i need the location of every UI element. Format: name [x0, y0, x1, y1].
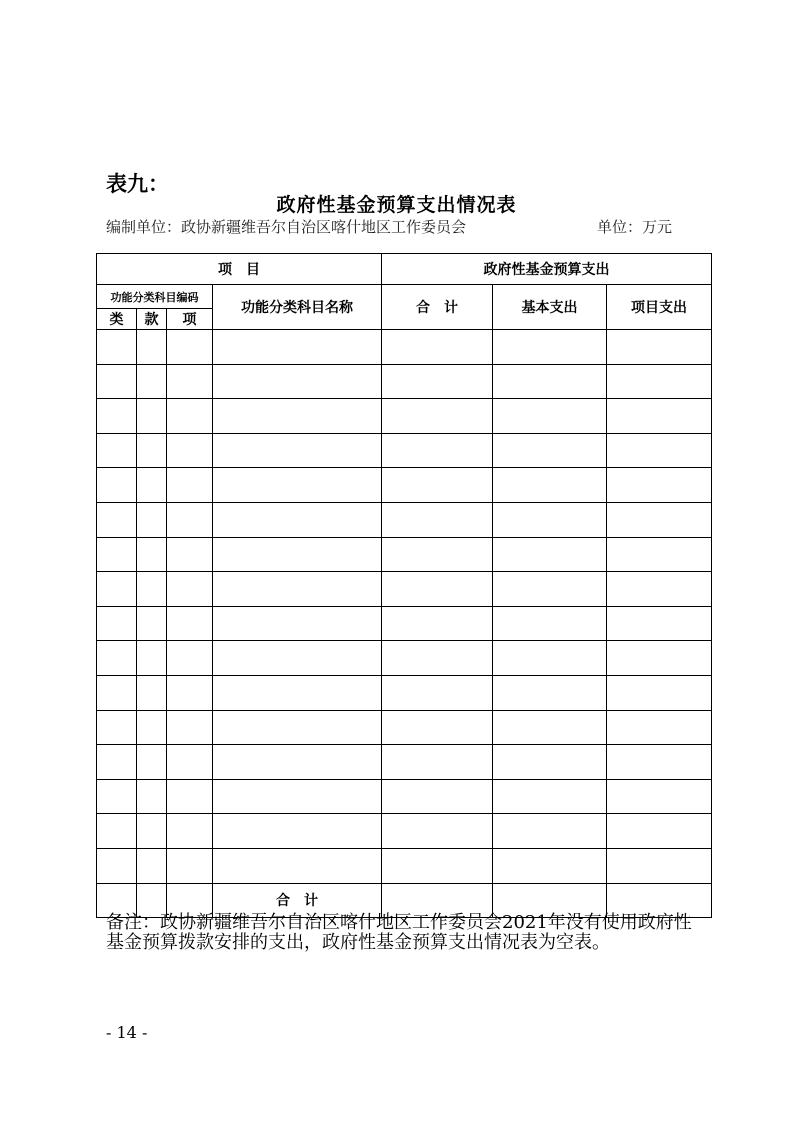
budget-table	[96, 253, 712, 918]
table-cell	[493, 710, 607, 745]
table-cell	[137, 745, 167, 780]
table-cell	[97, 364, 137, 399]
header-section: 款	[137, 309, 167, 330]
table-cell	[137, 572, 167, 607]
table-cell	[137, 364, 167, 399]
total-label: 合 计	[213, 883, 382, 917]
table-cell	[607, 502, 712, 537]
table-cell	[493, 745, 607, 780]
table-cell	[167, 468, 213, 503]
table-row	[97, 330, 712, 365]
header-row-1	[97, 254, 712, 285]
table-cell	[167, 814, 213, 849]
currency-unit: 单位：万元	[597, 218, 673, 236]
table-cell	[493, 606, 607, 641]
table-row	[97, 675, 712, 710]
table-row	[97, 814, 712, 849]
table-cell	[493, 814, 607, 849]
table-cell	[213, 537, 382, 572]
table-cell	[137, 848, 167, 883]
table-cell	[137, 675, 167, 710]
table-cell	[213, 848, 382, 883]
table-cell	[493, 433, 607, 468]
table-cell	[607, 710, 712, 745]
table-cell	[213, 779, 382, 814]
remark-note: 备注：政协新疆维吾尔自治区喀什地区工作委员会2021年没有使用政府性基金预算拨款安排的支出，政府性基金预算支出情况表为空表。	[106, 912, 692, 953]
table-cell	[607, 433, 712, 468]
table-cell	[97, 330, 137, 365]
table-cell	[97, 710, 137, 745]
table-cell	[607, 330, 712, 365]
table-cell	[493, 330, 607, 365]
table-row	[97, 572, 712, 607]
table-row	[97, 641, 712, 676]
table-cell	[213, 330, 382, 365]
table-cell	[493, 364, 607, 399]
table-cell	[213, 641, 382, 676]
table-cell	[213, 399, 382, 434]
table-cell	[213, 572, 382, 607]
table-cell	[213, 606, 382, 641]
table-cell	[167, 641, 213, 676]
header-budget-expenditure: 政府性基金预算支出	[382, 254, 712, 285]
header-item: 项 目	[97, 254, 382, 285]
table-cell	[137, 537, 167, 572]
table-cell	[493, 399, 607, 434]
table-cell	[213, 468, 382, 503]
table-cell	[167, 606, 213, 641]
table-row	[97, 364, 712, 399]
table-row	[97, 606, 712, 641]
table-cell	[97, 502, 137, 537]
table-cell	[607, 675, 712, 710]
table-cell	[167, 433, 213, 468]
table-cell	[167, 502, 213, 537]
table-cell	[167, 848, 213, 883]
table-cell	[382, 606, 493, 641]
table-cell	[97, 641, 137, 676]
table-cell	[137, 641, 167, 676]
table-cell	[607, 779, 712, 814]
page-number: - 14 -	[106, 1023, 148, 1042]
header-row-2	[97, 285, 712, 309]
table-cell	[382, 502, 493, 537]
table-cell	[167, 572, 213, 607]
table-cell	[167, 364, 213, 399]
table-cell	[97, 745, 137, 780]
table-cell	[213, 675, 382, 710]
table-cell	[137, 433, 167, 468]
table-cell	[97, 468, 137, 503]
table-cell	[607, 468, 712, 503]
table-cell	[382, 848, 493, 883]
header-function-name: 功能分类科目名称	[213, 285, 382, 330]
table-cell	[97, 572, 137, 607]
table-cell	[493, 468, 607, 503]
table-cell	[97, 606, 137, 641]
table-cell	[607, 364, 712, 399]
table-cell	[167, 710, 213, 745]
table-row	[97, 433, 712, 468]
table-cell	[382, 537, 493, 572]
table-cell	[382, 814, 493, 849]
table-cell	[382, 399, 493, 434]
table-cell	[137, 779, 167, 814]
header-total: 合 计	[382, 285, 493, 330]
table-cell	[493, 502, 607, 537]
table-cell	[607, 745, 712, 780]
table-cell	[607, 641, 712, 676]
table-cell	[167, 537, 213, 572]
table-cell	[382, 710, 493, 745]
table-cell	[97, 848, 137, 883]
table-cell	[97, 399, 137, 434]
table-cell	[607, 537, 712, 572]
table-cell	[167, 779, 213, 814]
table-cell	[97, 779, 137, 814]
table-cell	[607, 814, 712, 849]
table-cell	[137, 468, 167, 503]
header-project-expenditure: 项目支出	[607, 285, 712, 330]
table-cell	[382, 641, 493, 676]
table-row	[97, 779, 712, 814]
table-cell	[382, 468, 493, 503]
table-cell	[607, 572, 712, 607]
header-basic-expenditure: 基本支出	[493, 285, 607, 330]
table-cell	[607, 848, 712, 883]
table-cell	[97, 675, 137, 710]
compiling-unit: 编制单位：政协新疆维吾尔自治区喀什地区工作委员会	[106, 218, 467, 236]
table-row	[97, 745, 712, 780]
table-cell	[167, 745, 213, 780]
table-cell	[137, 502, 167, 537]
table-row	[97, 399, 712, 434]
table-cell	[382, 433, 493, 468]
table-cell	[493, 572, 607, 607]
table-cell	[213, 502, 382, 537]
table-cell	[493, 675, 607, 710]
table-cell	[213, 364, 382, 399]
table-cell	[382, 330, 493, 365]
document-title: 政府性基金预算支出情况表	[276, 194, 517, 216]
table-cell	[493, 537, 607, 572]
table-row	[97, 537, 712, 572]
table-cell	[167, 675, 213, 710]
table-cell	[213, 745, 382, 780]
table-cell	[167, 399, 213, 434]
table-cell	[213, 814, 382, 849]
header-function-code: 功能分类科目编码	[97, 285, 213, 309]
table-cell	[382, 779, 493, 814]
table-cell	[137, 330, 167, 365]
table-label: 表九：	[106, 171, 169, 196]
table-row	[97, 710, 712, 745]
table-cell	[213, 433, 382, 468]
header-class: 类	[97, 309, 137, 330]
table-cell	[97, 433, 137, 468]
table-cell	[493, 848, 607, 883]
table-cell	[493, 641, 607, 676]
table-cell	[137, 814, 167, 849]
table-cell	[137, 399, 167, 434]
table-cell	[137, 710, 167, 745]
table-cell	[493, 779, 607, 814]
table-row	[97, 848, 712, 883]
table-cell	[382, 572, 493, 607]
table-cell	[167, 330, 213, 365]
table-cell	[97, 814, 137, 849]
table-cell	[97, 537, 137, 572]
table-cell	[382, 364, 493, 399]
table-cell	[213, 710, 382, 745]
table-cell	[137, 606, 167, 641]
table-cell	[382, 745, 493, 780]
table-row	[97, 468, 712, 503]
table-cell	[607, 399, 712, 434]
header-item-code: 项	[167, 309, 213, 330]
table-cell	[607, 606, 712, 641]
table-row	[97, 502, 712, 537]
table-cell	[382, 675, 493, 710]
